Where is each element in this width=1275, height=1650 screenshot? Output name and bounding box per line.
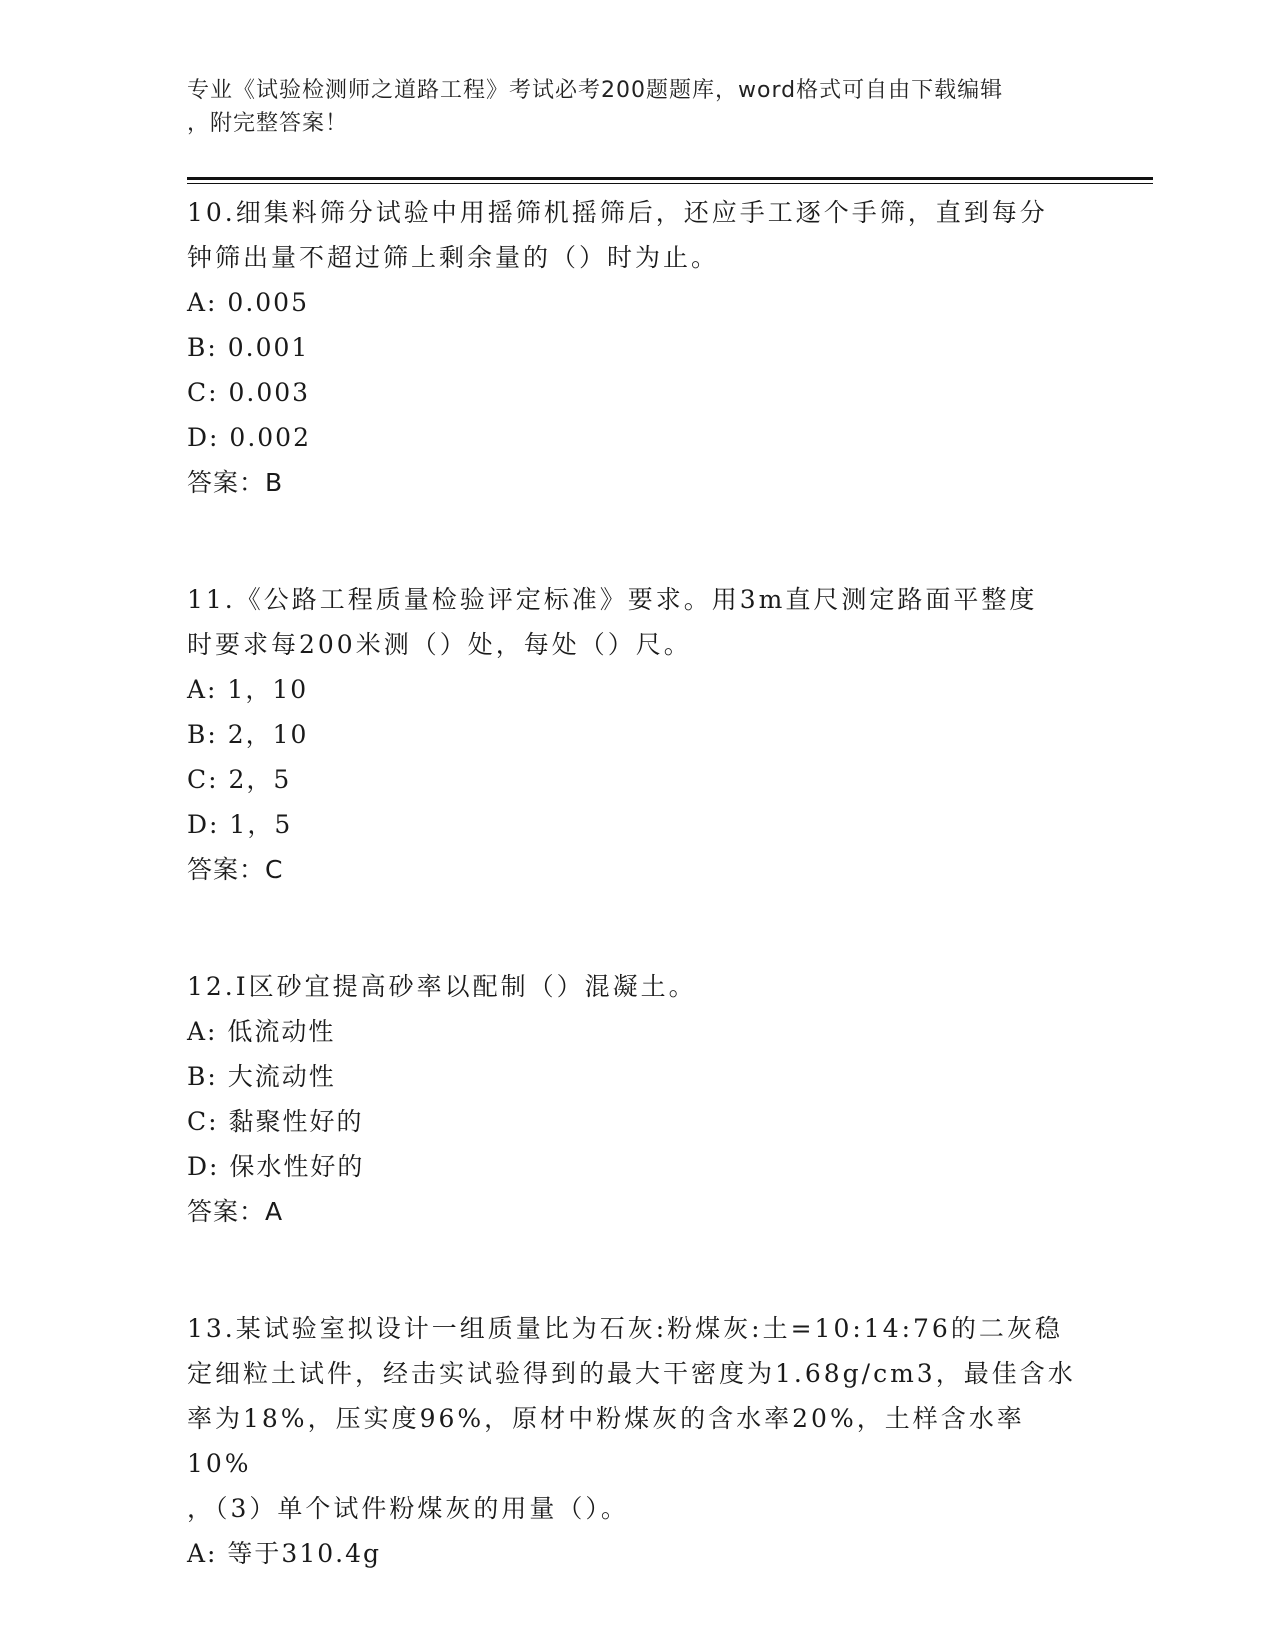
- option-d: D: 1，5: [187, 810, 293, 839]
- question-stem-line: 12.Ⅰ区砂宜提高砂率以配制（）混凝土。: [187, 972, 697, 1001]
- question-spacer: [187, 505, 1087, 577]
- document-header: [187, 74, 1067, 140]
- question-11: [187, 577, 1087, 892]
- question-stem-line: ，（3）单个试件粉煤灰的用量（）。: [187, 1494, 629, 1523]
- question-spacer: [187, 1234, 1087, 1306]
- header-divider-thick: [187, 177, 1153, 180]
- option-b: B: 大流动性: [187, 1062, 336, 1091]
- header-line-1: 专业《试验检测师之道路工程》考试必考200题题库，word格式可自由下载编辑: [187, 78, 1004, 103]
- option-a: A: 等于310.4g: [187, 1539, 381, 1568]
- answer-line: 答案：B: [187, 468, 284, 497]
- question-list: [187, 190, 1087, 1576]
- question-stem-line: 率为18%，压实度96%，原材中粉煤灰的含水率20%，土样含水率10%: [187, 1404, 1025, 1478]
- option-c: C: 2，5: [187, 765, 292, 794]
- option-a: A: 1，10: [187, 675, 309, 704]
- option-b: B: 0.001: [187, 333, 310, 362]
- question-13: [187, 1306, 1087, 1576]
- option-d: D: 0.002: [187, 423, 311, 452]
- question-stem-line: 11.《公路工程质量检验评定标准》要求。用3m直尺测定路面平整度: [187, 585, 1038, 614]
- header-line-2: ，附完整答案！: [187, 111, 349, 136]
- header-divider-thin: [187, 183, 1153, 184]
- question-10: [187, 190, 1087, 505]
- option-c: C: 黏聚性好的: [187, 1107, 364, 1136]
- option-b: B: 2，10: [187, 720, 309, 749]
- option-d: D: 保水性好的: [187, 1152, 365, 1181]
- option-a: A: 0.005: [187, 288, 309, 317]
- option-c: C: 0.003: [187, 378, 311, 407]
- answer-line: 答案：A: [187, 1197, 284, 1226]
- question-stem-line: 10.细集料筛分试验中用摇筛机摇筛后，还应手工逐个手筛，直到每分: [187, 198, 1048, 227]
- question-stem-line: 钟筛出量不超过筛上剩余量的（）时为止。: [187, 243, 720, 272]
- question-stem-line: 13.某试验室拟设计一组质量比为石灰:粉煤灰:土=10:14:76的二灰稳: [187, 1314, 1063, 1343]
- question-stem-line: 定细粒土试件，经击实试验得到的最大干密度为1.68g/cm3，最佳含水: [187, 1359, 1076, 1388]
- question-stem-line: 时要求每200米测（）处，每处（）尺。: [187, 630, 692, 659]
- option-a: A: 低流动性: [187, 1017, 336, 1046]
- question-spacer: [187, 892, 1087, 964]
- question-12: [187, 964, 1087, 1234]
- answer-line: 答案：C: [187, 855, 284, 884]
